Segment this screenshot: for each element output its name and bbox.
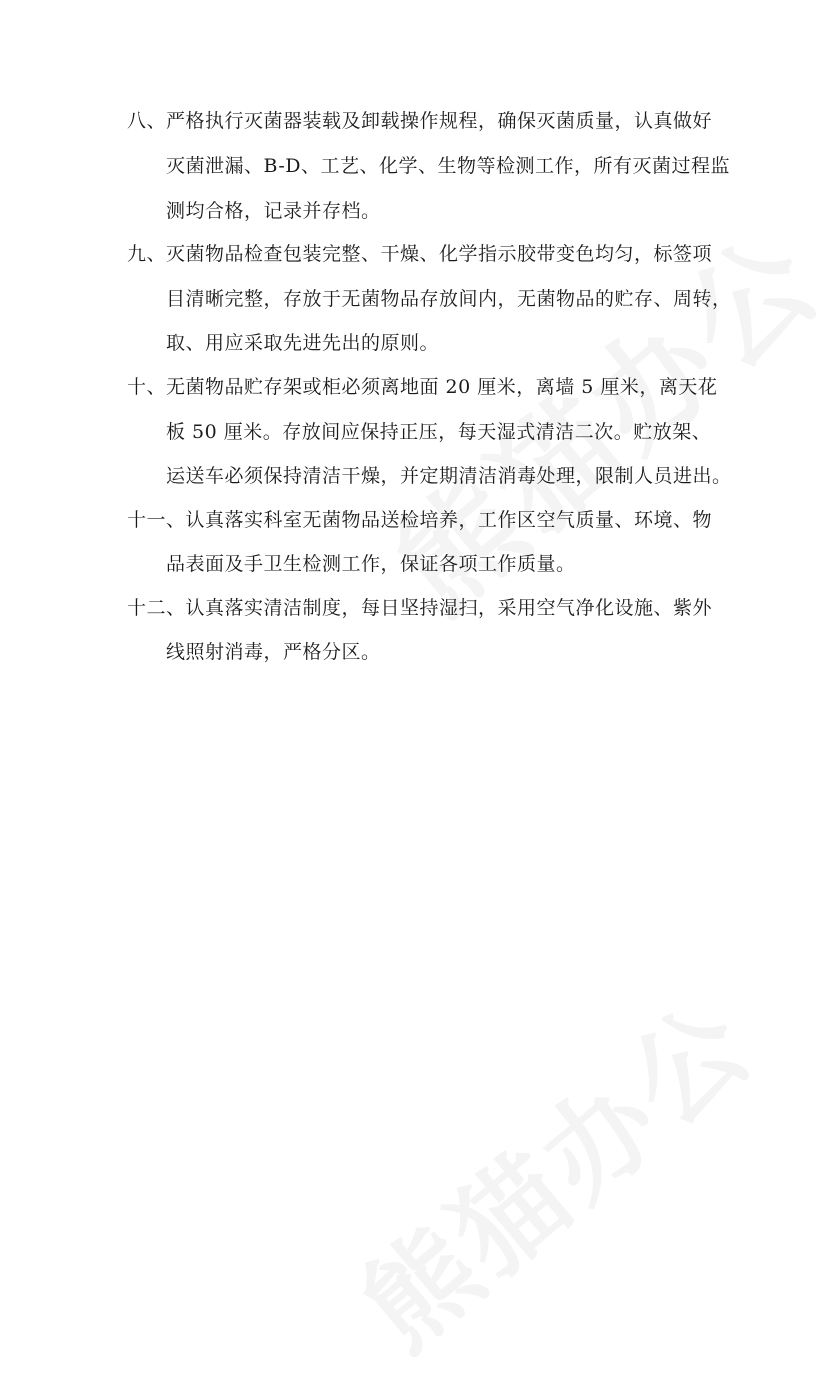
paragraph-line: 十、无菌物品贮存架或柜必须离地面 20 厘米，离墙 5 厘米，离天花 (127, 376, 718, 398)
watermark (323, 959, 780, 1378)
paragraph-line: 测均合格，记录并存档。 (166, 200, 381, 222)
paragraph-line: 十一、认真落实科室无菌物品送检培养，工作区空气质量、环境、物 (127, 509, 713, 531)
paragraph-line: 八、严格执行灭菌器装载及卸载操作规程，确保灭菌质量，认真做好 (127, 110, 713, 132)
paragraph-line: 九、灭菌物品检查包装完整、干燥、化学指示胶带变色均匀，标签项 (127, 243, 713, 265)
paragraph-line: 灭菌泄漏、B-D、工艺、化学、生物等检测工作，所有灭菌过程监 (166, 155, 730, 177)
paragraph-line: 运送车必须保持清洁干燥，并定期清洁消毒处理，限制人员进出。 (166, 465, 732, 487)
paragraph-line: 目清晰完整，存放于无菌物品存放间内，无菌物品的贮存、周转， (166, 288, 732, 310)
paragraph-line: 取、用应采取先进先出的原则。 (166, 332, 440, 354)
paragraph-line: 十二、认真落实清洁制度，每日坚持湿扫，采用空气净化设施、紫外 (127, 597, 713, 619)
paragraph-line: 品表面及手卫生检测工作，保证各项工作质量。 (166, 553, 576, 575)
paragraph-line: 线照射消毒，严格分区。 (166, 641, 381, 663)
paragraph-line: 板 50 厘米。存放间应保持正压，每天湿式清洁二次。贮放架、 (166, 421, 712, 443)
